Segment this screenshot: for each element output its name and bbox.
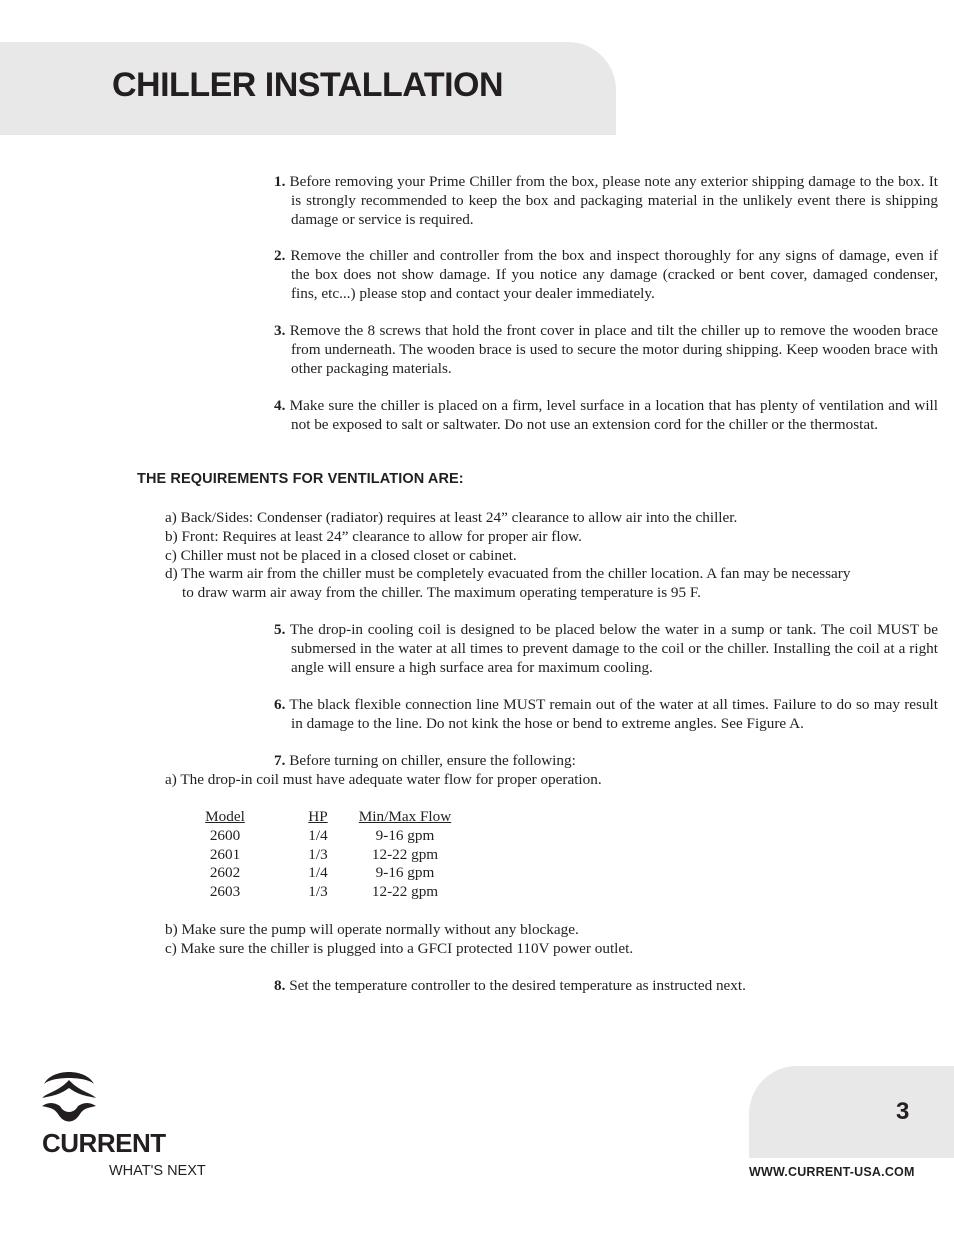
- checklist-item: b) Make sure the pump will operate normally without any blockage.: [165, 921, 579, 938]
- ventilation-list: [165, 509, 855, 603]
- step-number: 1.: [274, 173, 286, 190]
- table-row: [198, 827, 464, 846]
- step-text: Set the temperature controller to the desired temperature as instructed next.: [289, 977, 746, 994]
- step-7-items-bc: [165, 921, 855, 959]
- step-number: 6.: [274, 696, 286, 713]
- step-1: [274, 173, 938, 229]
- table-row: [198, 864, 464, 883]
- step-text: The drop-in cooling coil is designed to be placed below the water in a sump or tank. The coil MUST be submersed in the water at all times to prevent damage to the coil or the chiller. Installing the coil at a right angle will ensure a high surface area for maximum cooling.: [289, 621, 938, 676]
- step-3: [274, 322, 938, 378]
- step-number: 4.: [274, 397, 286, 414]
- table-cell: 9-16 gpm: [375, 826, 435, 844]
- step-7-item-a: [165, 771, 855, 790]
- step-number: 7.: [274, 752, 286, 769]
- page-title: CHILLER INSTALLATION: [112, 66, 504, 104]
- checklist-item: c) Make sure the chiller is plugged into a GFCI protected 110V power outlet.: [165, 939, 634, 957]
- step-number: 8.: [274, 977, 286, 994]
- table-cell: 2601: [209, 845, 241, 863]
- brand-name: CURRENT: [42, 1128, 166, 1158]
- table-cell: 12-22 gpm: [371, 845, 439, 863]
- table-cell: 1/4: [308, 864, 328, 882]
- checklist-item: a) The drop-in coil must have adequate water flow for proper operation.: [165, 771, 602, 788]
- table-cell: 1/3: [308, 883, 328, 901]
- website-url[interactable]: WWW.CURRENT-USA.COM: [749, 1165, 915, 1179]
- ventilation-heading: THE REQUIREMENTS FOR VENTILATION ARE:: [137, 471, 464, 487]
- table-row: [198, 883, 464, 902]
- table-cell: 1/4: [308, 826, 328, 844]
- step-number: 5.: [274, 621, 286, 638]
- step-text: Remove the 8 screws that hold the front cover in place and tilt the chiller up to remove the wooden brace from underneath. The wooden brace is used to secure the motor during shipping. Keep wooden brace with other packaging materials.: [289, 322, 938, 377]
- step-6: [274, 696, 938, 734]
- step-2: [274, 247, 938, 303]
- table-cell: 12-22 gpm: [371, 883, 439, 901]
- column-header: Model: [205, 808, 245, 825]
- step-8: [274, 977, 938, 996]
- step-7: [274, 752, 938, 771]
- step-text: Before removing your Prime Chiller from the box, please note any exterior shipping damage to the box. It is strongly recommended to keep the box and packaging material in the unlikely event there is shipping damage or service is required.: [289, 173, 938, 228]
- step-number: 3.: [274, 322, 286, 339]
- column-header: HP: [308, 808, 328, 825]
- footer-tab: [749, 1066, 954, 1158]
- flow-table: [198, 808, 464, 902]
- current-wave-logo-icon: [40, 1066, 98, 1129]
- ventilation-item: c) Chiller must not be placed in a closed closet or cabinet.: [165, 546, 517, 564]
- step-text: The black flexible connection line MUST remain out of the water at all times. Failure to do so may result in damage to the line. Do not kink the hose or bend to extreme angles. See Figure A.: [289, 696, 938, 732]
- step-4: [274, 397, 938, 435]
- brand-tagline: WHAT'S NEXT: [109, 1163, 206, 1179]
- ventilation-item: a) Back/Sides: Condenser (radiator) requires at least 24” clearance to allow air into the chiller.: [165, 509, 738, 526]
- step-text: Before turning on chiller, ensure the following:: [289, 752, 576, 769]
- step-5: [274, 621, 938, 677]
- table-cell: 2600: [209, 826, 241, 844]
- table-cell: 1/3: [308, 845, 328, 863]
- step-text: Make sure the chiller is placed on a firm, level surface in a location that has plenty of ventilation and will not be exposed to salt or saltwater. Do not use an extension cord for the chiller or the thermostat.: [289, 397, 938, 433]
- column-header: Min/Max Flow: [358, 808, 452, 825]
- table-row: [198, 846, 464, 865]
- step-number: 2.: [274, 247, 286, 264]
- page-number: 3: [896, 1098, 910, 1125]
- table-header-row: [198, 808, 464, 827]
- step-text: Remove the chiller and controller from the box and inspect thoroughly for any signs of damage, even if the box does not show damage. If you notice any damage (cracked or bent cover, damaged condenser, fins, etc...) please stop and contact your dealer immediately.: [290, 247, 938, 302]
- ventilation-item: d) The warm air from the chiller must be completely evacuated from the chiller location. A fan may be necessary to draw warm air away from the chiller. The maximum operating temperature is 95 F.: [165, 565, 851, 602]
- table-cell: 2603: [209, 883, 241, 901]
- table-cell: 9-16 gpm: [375, 864, 435, 882]
- table-cell: 2602: [209, 864, 241, 882]
- ventilation-item: b) Front: Requires at least 24” clearance to allow for proper air flow.: [165, 527, 582, 545]
